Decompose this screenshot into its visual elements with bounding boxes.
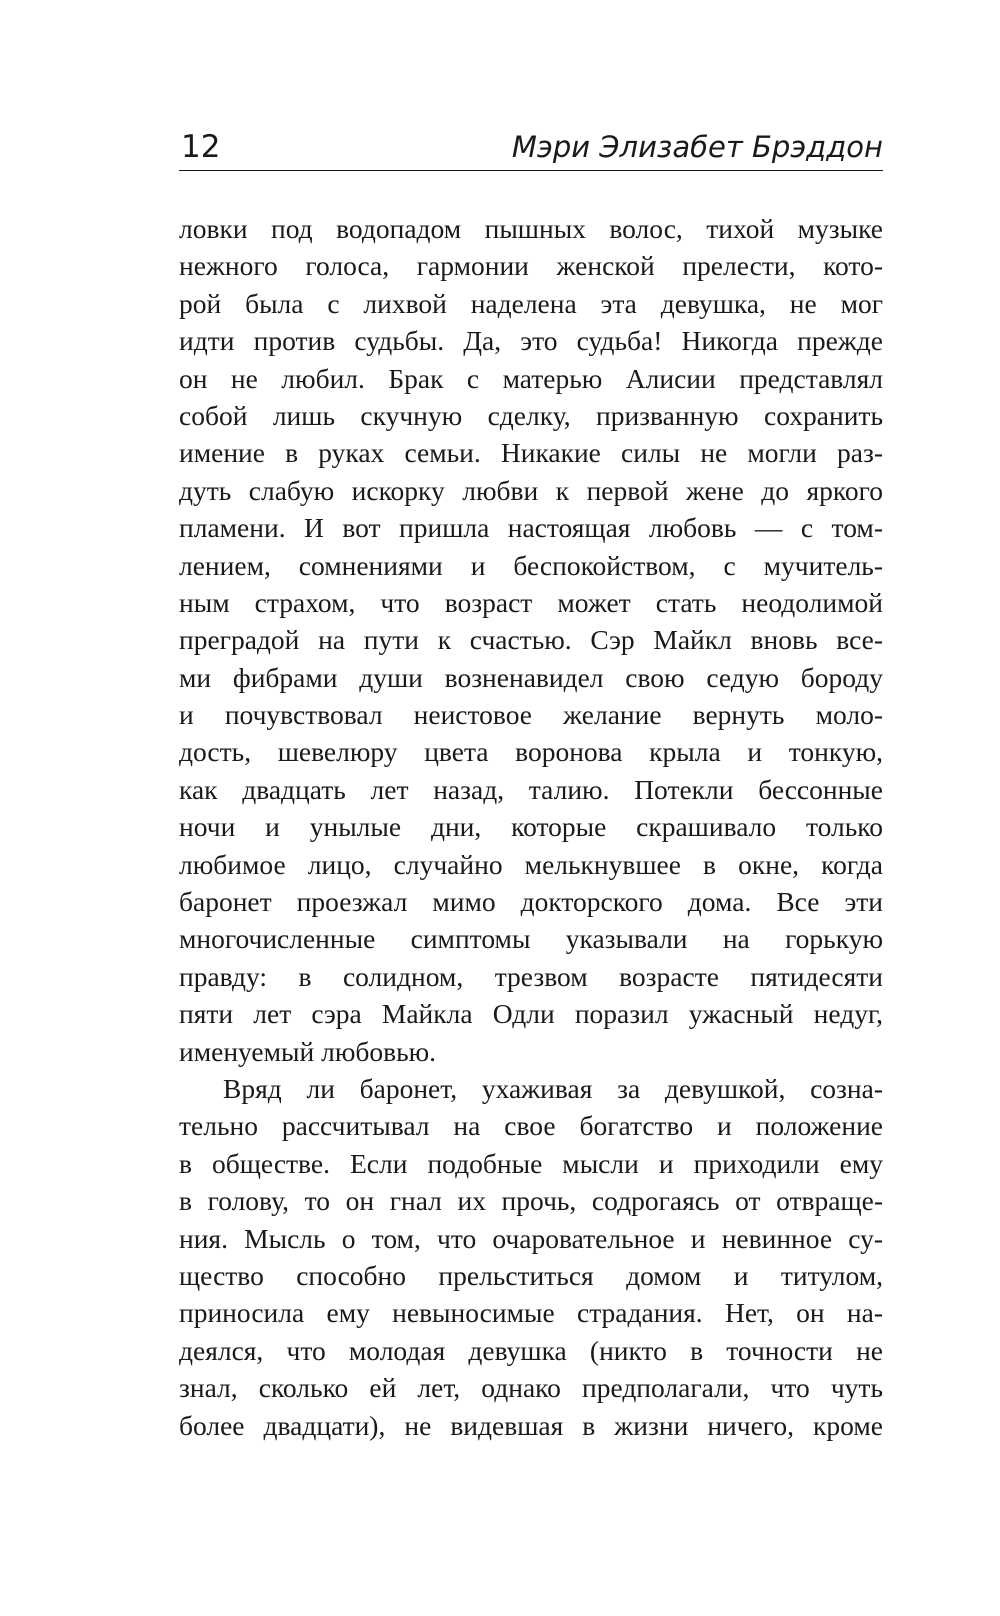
text-line: многочисленные симптомы указывали на горькую [179, 923, 883, 955]
text-line: и почувствовал неистовое желание вернуть моло- [179, 699, 883, 731]
text-line: ми фибрами души возненавидел свою седую бороду [179, 661, 883, 693]
text-line: дость, шевелюру цвета воронова крыла и тонкую, [179, 736, 883, 768]
text-line: идти против судьбы. Да, это судьба! Никогда прежде [179, 325, 883, 357]
text-line: в голову, то он гнал их прочь, содрогаясь от отвраще- [179, 1185, 883, 1217]
running-title: Мэри Элизабет Брэддон [511, 130, 883, 164]
text-line: преградой на пути к счастью. Сэр Майкл вновь все- [179, 624, 883, 656]
text-line: приносила ему невыносимые страдания. Нет, он на- [179, 1297, 883, 1329]
text-line: баронет проезжал мимо докторского дома. Все эти [179, 886, 883, 918]
text-line: дуть слабую искорку любви к первой жене до яркого [179, 474, 883, 506]
text-line: он не любил. Брак с матерью Алисии представлял [179, 362, 883, 394]
text-line: пламени. И вот пришла настоящая любовь — с том- [179, 512, 883, 544]
body-text [179, 210, 883, 1444]
text-line: лением, сомнениями и беспокойством, с мучитель- [179, 549, 883, 581]
text-line: деялся, что молодая девушка (никто в точности не [179, 1334, 883, 1366]
text-line: ным страхом, что возраст может стать неодолимой [179, 586, 883, 618]
paragraph-1 [179, 210, 883, 1070]
text-line: ния. Мысль о том, что очаровательное и невинное су- [179, 1222, 883, 1254]
text-line: именуемый любовью. [179, 1035, 437, 1067]
text-line: ночи и унылые дни, которые скрашивало только [179, 811, 883, 843]
text-line: знал, сколько ей лет, однако предполагали, что чуть [179, 1372, 883, 1404]
text-line: рой была с лихвой наделена эта девушка, не мог [179, 287, 883, 319]
text-line: имение в руках семьи. Никакие силы не могли раз- [179, 437, 883, 469]
running-head [179, 126, 883, 171]
page-number: 12 [181, 129, 221, 165]
text-line: в обществе. Если подобные мысли и приходили ему [179, 1147, 883, 1179]
text-line: ловки под водопадом пышных волос, тихой музыке [179, 213, 883, 244]
text-line: собой лишь скучную сделку, призванную сохранить [179, 399, 883, 431]
text-line: любимое лицо, случайно мелькнувшее в окне, когда [179, 848, 883, 880]
text-line: щество способно прельститься домом и титулом, [179, 1259, 883, 1291]
text-line: тельно рассчитывал на свое богатство и положение [179, 1110, 883, 1142]
text-line: пяти лет сэра Майкла Одли поразил ужасный недуг, [179, 998, 883, 1030]
text-line: Вряд ли баронет, ухаживая за девушкой, созна- [223, 1072, 883, 1104]
text-line: более двадцати), не видевшая в жизни ничего, кроме [179, 1409, 883, 1441]
text-line: как двадцать лет назад, талию. Потекли бессонные [179, 773, 883, 805]
text-line: правду: в солидном, трезвом возрасте пятидесяти [179, 960, 883, 992]
paragraph-2 [179, 1070, 883, 1444]
text-line: нежного голоса, гармонии женской прелести, кото- [179, 250, 883, 282]
